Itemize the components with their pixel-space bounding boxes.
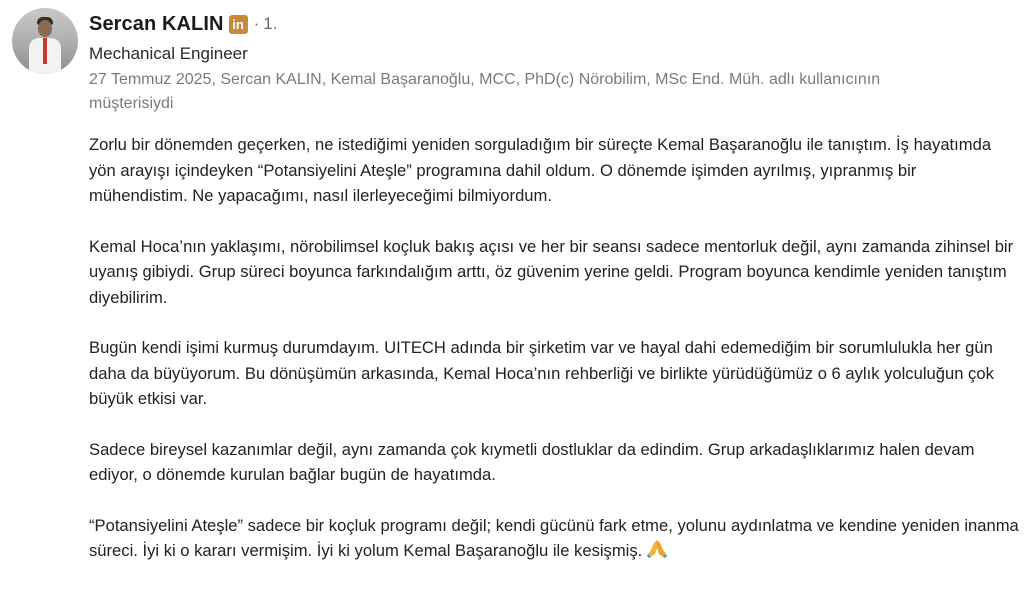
paragraph-text: “Potansiyelini Ateşle” sadece bir koçluk programı değil; kendi gücünü fark etme, yolunu aydınlatma ve kendine yeniden inanma süreci. İyi ki o kararı vermişim. İyi ki yolum Kemal Başaranoğlu ile kesişmiş. — [89, 515, 1019, 560]
linkedin-icon: in — [229, 15, 248, 34]
avatar-head — [38, 20, 52, 37]
paragraph: Sadece bireysel kazanımlar değil, aynı zamanda çok kıymetli dostluklar da edindim. Grup arkadaşlıklarımız halen devam ediyor, o dönemde kurulan bağlar bugün de hayatımda. — [89, 439, 975, 484]
recommendation-header — [89, 10, 1009, 116]
paragraph: Bugün kendi işimi kurmuş durumdayım. UITECH adında bir şirketim var ve hayal dahi edemediğim bir sorumlulukla her gün daha da büyüyorum. Bu dönüşümün arkasında, Kemal Hoca’nın rehberliği ve birlikte yürüdüğümüz o 6 aylık yolculuğun çok büyük etkisi var. — [89, 338, 994, 408]
paragraph-last — [89, 513, 1019, 567]
degree-label: 1. — [263, 14, 278, 33]
paragraph: Kemal Hoca’nın yaklaşımı, nörobilimsel koçluk bakış açısı ve her bir seansı sadece mentorluk değil, aynı zamanda zihinsel bir uyanış gibiydi. Grup süreci boyunca farkındalığım arttı, öz güvenim yerine geldi. Program boyunca kendimle yeniden tanıştım diyebilirim. — [89, 236, 1014, 307]
connection-degree — [254, 14, 278, 34]
paragraph: Zorlu bir dönemden geçerken, ne istediğimi yeniden sorguladığım bir süreçte Kemal Başaranoğlu ile tanıştım. İş hayatımda yön arayışı içindeyken “Potansiyelini Ateşle” programına dahil oldum. O dönemde işimden ayrılmış, yıpranmış bir mühendistim. Ne yapacağımı, nasıl ilerleyeceğimi bilmiyordum. — [89, 135, 992, 205]
folded-hands-icon — [646, 539, 668, 567]
recommendation-meta: 27 Temmuz 2025, Sercan KALIN, Kemal Başaranoğlu, MCC, PhD(c) Nörobilim, MSc End. Müh. adlı kullanıcının müşterisiydi — [89, 71, 881, 112]
author-headline: Mechanical Engineer — [89, 44, 248, 63]
author-name[interactable]: Sercan KALIN — [89, 12, 224, 35]
recommendation-body — [89, 132, 1019, 592]
avatar[interactable] — [12, 8, 78, 74]
name-row — [89, 10, 1009, 38]
avatar-strap — [43, 38, 47, 64]
separator-dot: · — [253, 14, 260, 33]
